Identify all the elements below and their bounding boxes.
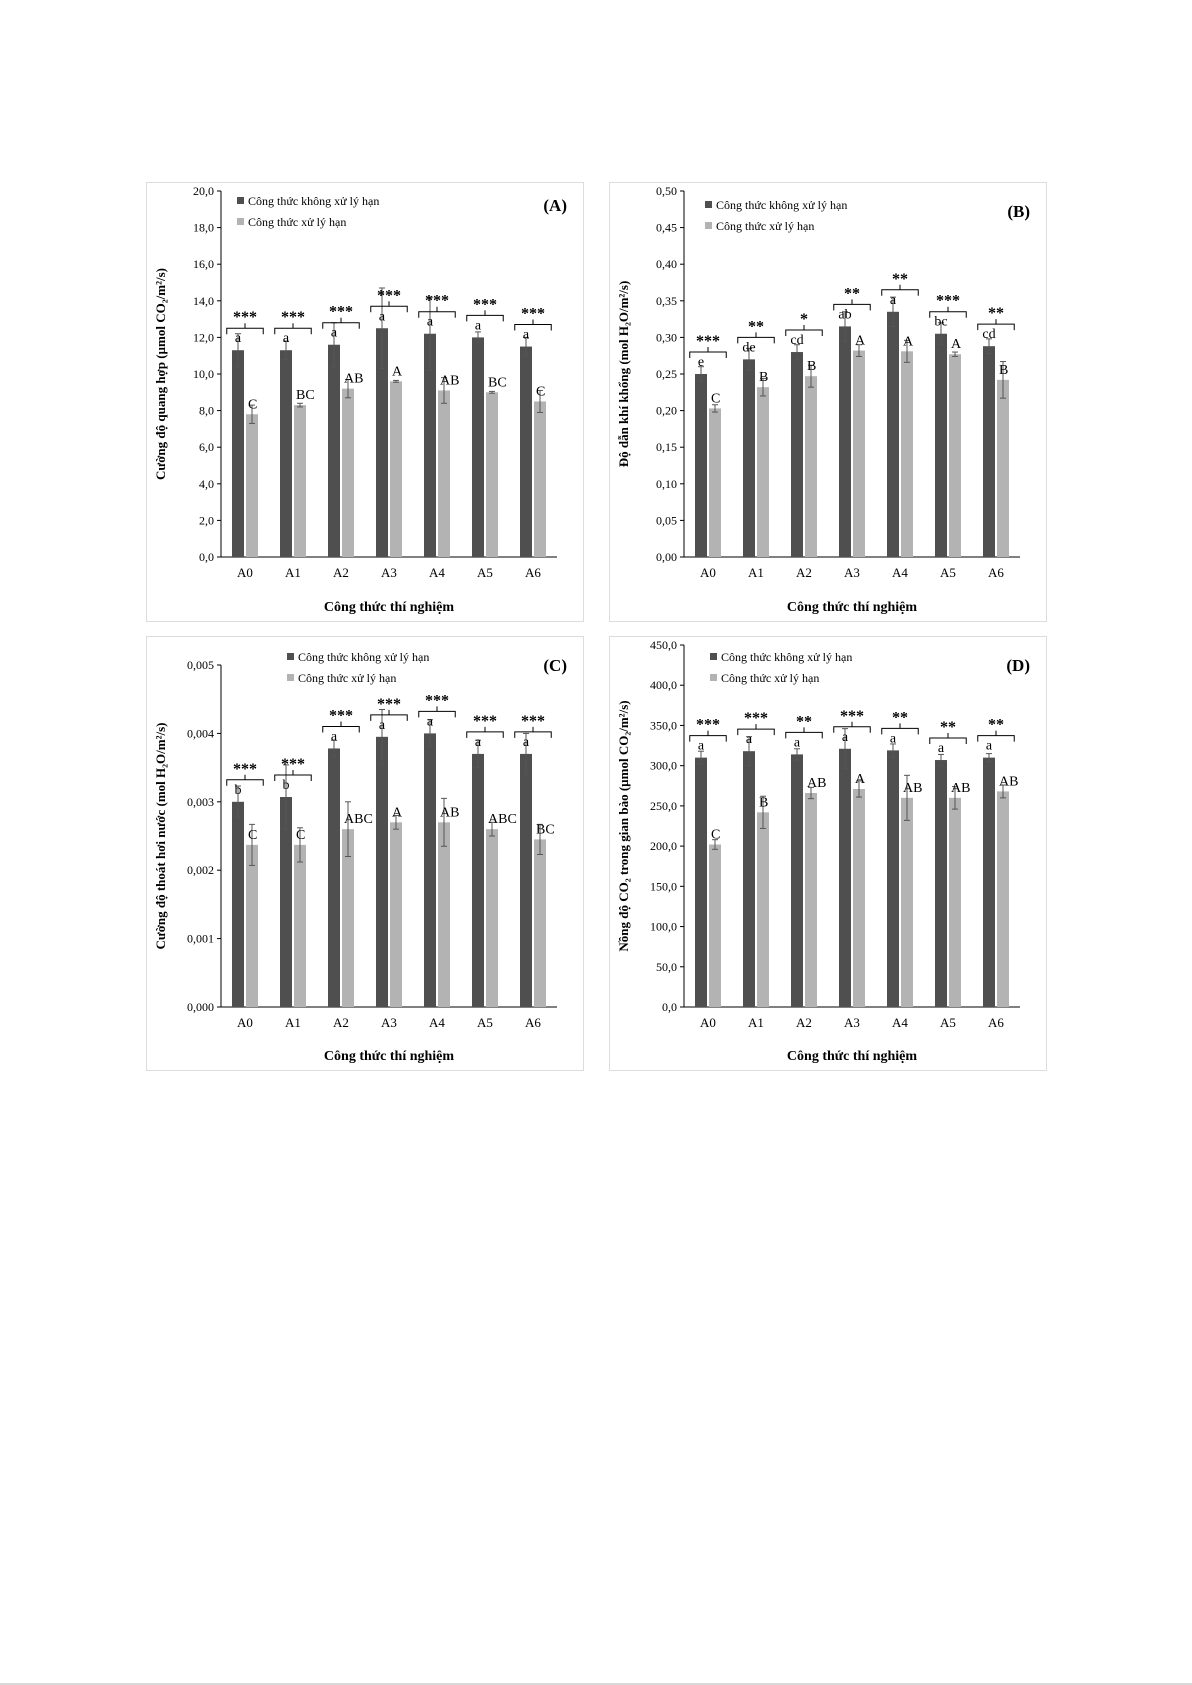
bar [294, 845, 306, 1007]
legend-label: Công thức không xử lý hạn [716, 198, 848, 212]
significance-letter: a [841, 729, 849, 745]
significance-letter: AB [807, 776, 827, 792]
significance-stars: *** [377, 695, 401, 713]
significance-stars: ** [988, 305, 1004, 323]
bar [997, 380, 1009, 557]
y-tick-label: 0,25 [656, 367, 677, 381]
y-tick-label: 10,0 [193, 367, 214, 381]
chart-panel-b [609, 182, 1047, 622]
bar [901, 351, 913, 557]
significance-letter: B [807, 359, 817, 375]
significance-letter: de [742, 340, 756, 356]
x-tick-label: A3 [381, 565, 397, 580]
significance-letter: a [474, 318, 482, 334]
chart-b-svg [610, 183, 1046, 621]
significance-letter: a [889, 731, 897, 747]
bar [438, 390, 450, 557]
significance-letter: A [855, 333, 866, 349]
significance-letter: a [522, 734, 530, 750]
y-tick-label: 200,0 [650, 839, 677, 854]
significance-letter: C [711, 391, 721, 407]
legend-swatch [710, 674, 717, 681]
bar [743, 751, 755, 1007]
chart-panel-c [146, 636, 584, 1071]
x-tick-label: A4 [429, 565, 445, 580]
significance-letter: b [282, 778, 290, 794]
significance-stars: *** [233, 309, 257, 327]
bar [486, 829, 498, 1007]
significance-letter: A [855, 771, 866, 787]
significance-letter: a [937, 741, 945, 757]
panel-title: (A) [543, 196, 567, 215]
bar [376, 737, 388, 1007]
bar [438, 822, 450, 1007]
x-tick-label: A4 [892, 565, 908, 580]
x-axis-label: Công thức thí nghiệm [786, 1049, 918, 1064]
bar [280, 350, 292, 557]
significance-letter: BC [488, 375, 507, 391]
legend-label: Công thức xử lý hạn [721, 671, 820, 685]
y-tick-label: 0,001 [187, 931, 214, 946]
bar [887, 750, 899, 1007]
y-tick-label: 0,0 [199, 550, 214, 564]
y-tick-label: 14,0 [193, 293, 214, 308]
bar [390, 381, 402, 557]
significance-stars: *** [936, 292, 960, 310]
x-tick-label: A1 [285, 1015, 301, 1030]
significance-letter: a [745, 732, 753, 748]
significance-stars: * [800, 311, 808, 329]
significance-letter: ABC [344, 812, 373, 828]
legend-label: Công thức không xử lý hạn [248, 194, 380, 208]
x-tick-label: A6 [525, 1015, 541, 1030]
bar [695, 374, 707, 557]
y-tick-label: 2,0 [199, 513, 214, 528]
significance-letter: a [793, 735, 801, 751]
bar [472, 754, 484, 1007]
bar [949, 798, 961, 1007]
significance-letter: A [903, 334, 914, 350]
x-tick-label: A4 [892, 1015, 908, 1030]
x-tick-label: A5 [477, 1015, 493, 1030]
significance-stars: *** [377, 287, 401, 305]
bar [709, 408, 721, 557]
legend-swatch [237, 218, 244, 225]
bar [246, 845, 258, 1007]
bar [853, 789, 865, 1007]
y-tick-label: 0,0 [662, 1000, 677, 1014]
significance-stars: *** [744, 710, 768, 728]
bar [520, 347, 532, 557]
y-axis-label: Cường độ quang hợp (µmol CO₂/m²/s) [153, 268, 168, 480]
x-tick-label: A5 [477, 565, 493, 580]
significance-letter: B [999, 362, 1009, 378]
significance-letter: BC [296, 388, 315, 404]
y-tick-label: 150,0 [650, 879, 677, 894]
significance-letter: A [392, 805, 403, 821]
significance-stars: *** [696, 333, 720, 350]
y-tick-label: 300,0 [650, 758, 677, 773]
legend-label: Công thức xử lý hạn [716, 219, 815, 233]
bar [791, 754, 803, 1007]
significance-stars: ** [940, 719, 956, 737]
bar [246, 414, 258, 557]
significance-letter: a [378, 309, 386, 325]
significance-stars: *** [329, 303, 353, 321]
y-tick-label: 6,0 [199, 440, 214, 455]
bar [839, 326, 851, 557]
significance-letter: AB [344, 371, 364, 387]
chart-c-svg [147, 637, 583, 1070]
significance-letter: a [282, 331, 290, 347]
x-tick-label: A0 [700, 565, 716, 580]
x-tick-label: A6 [525, 565, 541, 580]
y-axis-label: Cường độ thoát hơi nước (mol H₂O/m²/s) [153, 722, 168, 950]
bar [935, 760, 947, 1007]
y-tick-label: 0,000 [187, 1000, 214, 1014]
bar [983, 758, 995, 1007]
x-tick-label: A2 [796, 565, 812, 580]
legend-swatch [287, 653, 294, 660]
bar [472, 337, 484, 557]
x-tick-label: A6 [988, 565, 1004, 580]
significance-letter: C [711, 827, 721, 843]
y-tick-label: 100,0 [650, 919, 677, 934]
legend-swatch [705, 201, 712, 208]
bar [805, 376, 817, 557]
significance-letter: a [330, 325, 338, 341]
bar [757, 812, 769, 1007]
significance-letter: a [474, 734, 482, 750]
significance-letter: a [985, 738, 993, 754]
significance-letter: a [330, 729, 338, 745]
significance-stars: *** [840, 707, 864, 725]
bar [983, 346, 995, 557]
y-tick-label: 450,0 [650, 638, 677, 652]
x-tick-label: A0 [237, 565, 253, 580]
bar [695, 758, 707, 1007]
significance-letter: AB [999, 774, 1019, 790]
x-tick-label: A1 [748, 565, 764, 580]
bar [390, 822, 402, 1007]
x-tick-label: A6 [988, 1015, 1004, 1030]
legend-swatch [705, 222, 712, 229]
legend-swatch [287, 674, 294, 681]
significance-letter: a [426, 714, 434, 730]
significance-letter: C [536, 384, 546, 400]
significance-letter: a [522, 327, 530, 343]
bar [232, 350, 244, 557]
significance-stars: *** [329, 707, 353, 725]
x-tick-label: A5 [940, 1015, 956, 1030]
chart-d-svg [610, 637, 1046, 1070]
x-tick-label: A2 [333, 1015, 349, 1030]
y-tick-label: 0,003 [187, 794, 214, 809]
x-axis-label: Công thức thí nghiệm [323, 600, 455, 615]
significance-letter: B [759, 795, 769, 811]
y-tick-label: 50,0 [656, 959, 677, 974]
significance-stars: *** [696, 716, 720, 734]
significance-letter: A [392, 364, 403, 380]
y-tick-label: 4,0 [199, 476, 214, 491]
significance-letter: ABC [488, 812, 517, 828]
significance-letter: a [234, 331, 242, 347]
bar [709, 845, 721, 1007]
x-tick-label: A0 [237, 1015, 253, 1030]
x-tick-label: A0 [700, 1015, 716, 1030]
y-tick-label: 350,0 [650, 718, 677, 733]
bar [534, 839, 546, 1007]
panel-title: (B) [1007, 202, 1030, 221]
bar [486, 392, 498, 557]
y-tick-label: 16,0 [193, 257, 214, 272]
significance-letter: a [426, 314, 434, 330]
legend-label: Công thức xử lý hạn [298, 671, 397, 685]
significance-letter: a [378, 717, 386, 733]
significance-letter: a [697, 738, 705, 754]
significance-letter: b [234, 782, 242, 798]
x-tick-label: A4 [429, 1015, 445, 1030]
legend-swatch [710, 653, 717, 660]
significance-letter: C [248, 397, 258, 413]
bar [935, 334, 947, 557]
bar [342, 389, 354, 557]
significance-stars: *** [233, 760, 257, 778]
y-tick-label: 0,40 [656, 257, 677, 272]
y-tick-label: 0,50 [656, 184, 677, 198]
significance-letter: ab [838, 307, 852, 323]
significance-letter: AB [951, 780, 971, 796]
y-tick-label: 0,002 [187, 863, 214, 878]
chart-panel-a [146, 182, 584, 622]
bar [853, 351, 865, 557]
significance-letter: B [759, 370, 769, 386]
legend-label: Công thức không xử lý hạn [721, 650, 853, 664]
bar [805, 793, 817, 1007]
x-tick-label: A2 [796, 1015, 812, 1030]
y-tick-label: 0,15 [656, 440, 677, 455]
y-tick-label: 0,30 [656, 330, 677, 345]
y-tick-label: 0,004 [187, 726, 214, 741]
bar [997, 791, 1009, 1007]
x-tick-label: A3 [844, 565, 860, 580]
significance-stars: ** [796, 713, 812, 731]
x-axis-label: Công thức thí nghiệm [786, 600, 918, 615]
bar [424, 733, 436, 1007]
bar [520, 754, 532, 1007]
significance-letter: cd [982, 327, 996, 343]
bar [791, 352, 803, 557]
y-axis-label: Độ dẫn khí khổng (mol H₂O/m²/s) [616, 280, 631, 468]
y-tick-label: 0,10 [656, 476, 677, 491]
significance-stars: *** [281, 309, 305, 327]
legend-label: Công thức không xử lý hạn [298, 650, 430, 664]
x-tick-label: A5 [940, 565, 956, 580]
y-tick-label: 400,0 [650, 678, 677, 693]
legend-swatch [237, 197, 244, 204]
y-tick-label: 250,0 [650, 798, 677, 813]
x-tick-label: A3 [381, 1015, 397, 1030]
significance-stars: ** [844, 285, 860, 303]
bar [949, 354, 961, 557]
y-tick-label: 0,005 [187, 658, 214, 672]
y-tick-label: 0,05 [656, 513, 677, 528]
x-tick-label: A1 [748, 1015, 764, 1030]
y-tick-label: 0,35 [656, 293, 677, 308]
x-tick-label: A2 [333, 565, 349, 580]
significance-letter: BC [536, 822, 555, 838]
significance-stars: ** [748, 318, 764, 336]
significance-stars: ** [892, 270, 908, 288]
significance-letter: A [951, 337, 962, 353]
x-tick-label: A1 [285, 565, 301, 580]
bar [839, 749, 851, 1007]
y-tick-label: 0,45 [656, 220, 677, 235]
bar [232, 802, 244, 1007]
significance-letter: cd [790, 333, 804, 349]
significance-letter: AB [440, 373, 460, 389]
y-tick-label: 0,00 [656, 550, 677, 564]
legend-label: Công thức xử lý hạn [248, 215, 347, 229]
significance-letter: C [296, 827, 306, 843]
y-tick-label: 8,0 [199, 403, 214, 418]
significance-stars: *** [425, 692, 449, 710]
y-tick-label: 20,0 [193, 184, 214, 198]
bar [887, 312, 899, 557]
chart-panel-d [609, 636, 1047, 1071]
significance-stars: ** [988, 716, 1004, 734]
panel-title: (D) [1006, 656, 1030, 675]
bar [328, 345, 340, 557]
bar [294, 405, 306, 557]
bar [534, 401, 546, 557]
y-tick-label: 12,0 [193, 330, 214, 345]
significance-stars: *** [425, 292, 449, 310]
x-tick-label: A3 [844, 1015, 860, 1030]
significance-letter: C [248, 827, 258, 843]
significance-letter: a [889, 292, 897, 308]
bar [901, 798, 913, 1007]
significance-stars: ** [892, 709, 908, 727]
significance-stars: *** [473, 296, 497, 314]
y-axis-label: Nồng độ CO₂ trong gian bào (µmol CO₂/m²/s) [616, 700, 631, 952]
significance-stars: *** [281, 756, 305, 774]
y-tick-label: 0,20 [656, 403, 677, 418]
significance-letter: AB [903, 780, 923, 796]
y-tick-label: 18,0 [193, 220, 214, 235]
bar [743, 359, 755, 557]
panel-title: (C) [543, 656, 567, 675]
significance-stars: *** [473, 712, 497, 730]
chart-a-svg [147, 183, 583, 621]
bar [328, 748, 340, 1007]
bar [757, 387, 769, 557]
x-axis-label: Công thức thí nghiệm [323, 1049, 455, 1064]
significance-letter: AB [440, 805, 460, 821]
significance-letter: e [697, 355, 705, 370]
significance-stars: *** [521, 305, 545, 323]
significance-letter: bc [934, 314, 948, 330]
significance-stars: *** [521, 712, 545, 730]
